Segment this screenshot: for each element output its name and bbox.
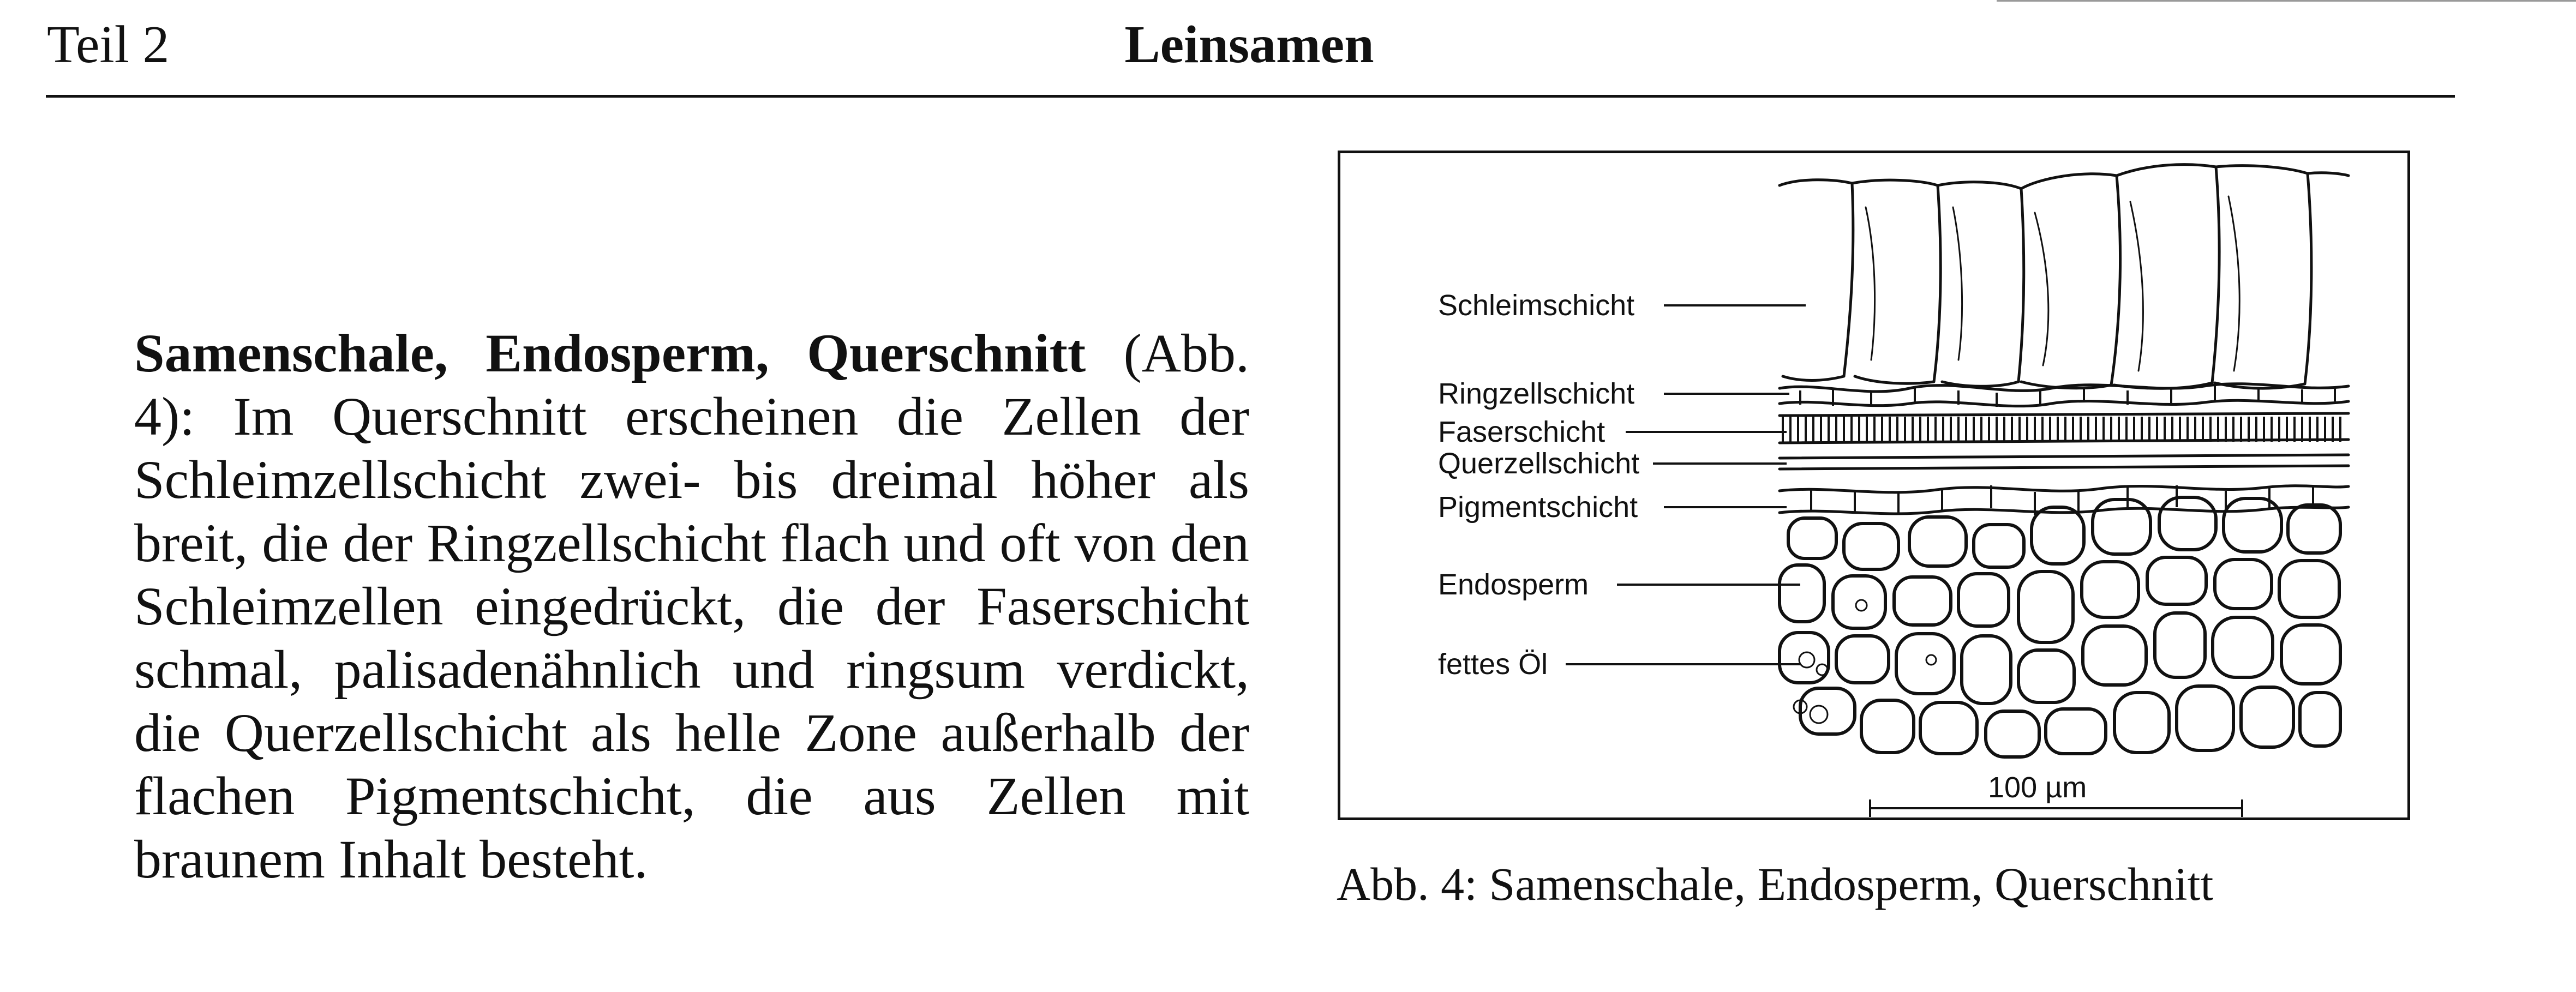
label-pigmentschicht: Pigmentschicht [1438,491,1638,524]
page-title: Leinsamen [1124,15,1374,74]
label-schleimschicht: Schleimschicht [1438,289,1635,322]
label-querzellschicht: Querzellschicht [1438,447,1640,480]
label-endosperm: Endosperm [1438,568,1589,601]
label-fettes-oel: fettes Öl [1438,648,1548,681]
figure-caption: Abb. 4: Samenschale, Endosperm, Querschnitt [1337,858,2214,910]
section-label: Teil 2 [47,15,170,74]
paragraph-text: (Abb. 4): Im Querschnitt erscheinen die Zellen der Schleimzellschicht zwei- bis dreimal höher als breit, die der Ringzellschicht flach und oft von den Schleimzellen eingedrückt, die der Faserschicht schmal, palisadenähnlich und ringsum verdickt, die Querzellschicht als helle Zone außerhalb der flachen Pigmentschicht, die aus Zellen mit braunem Inhalt besteht. [134,323,1249,889]
scale-bar-label: 100 µm [1988,771,2087,804]
label-ringzellschicht: Ringzellschicht [1438,377,1635,410]
paragraph-lead: Samenschale, Endosperm, Querschnitt [134,323,1086,383]
label-faserschicht: Faserschicht [1438,416,1605,448]
